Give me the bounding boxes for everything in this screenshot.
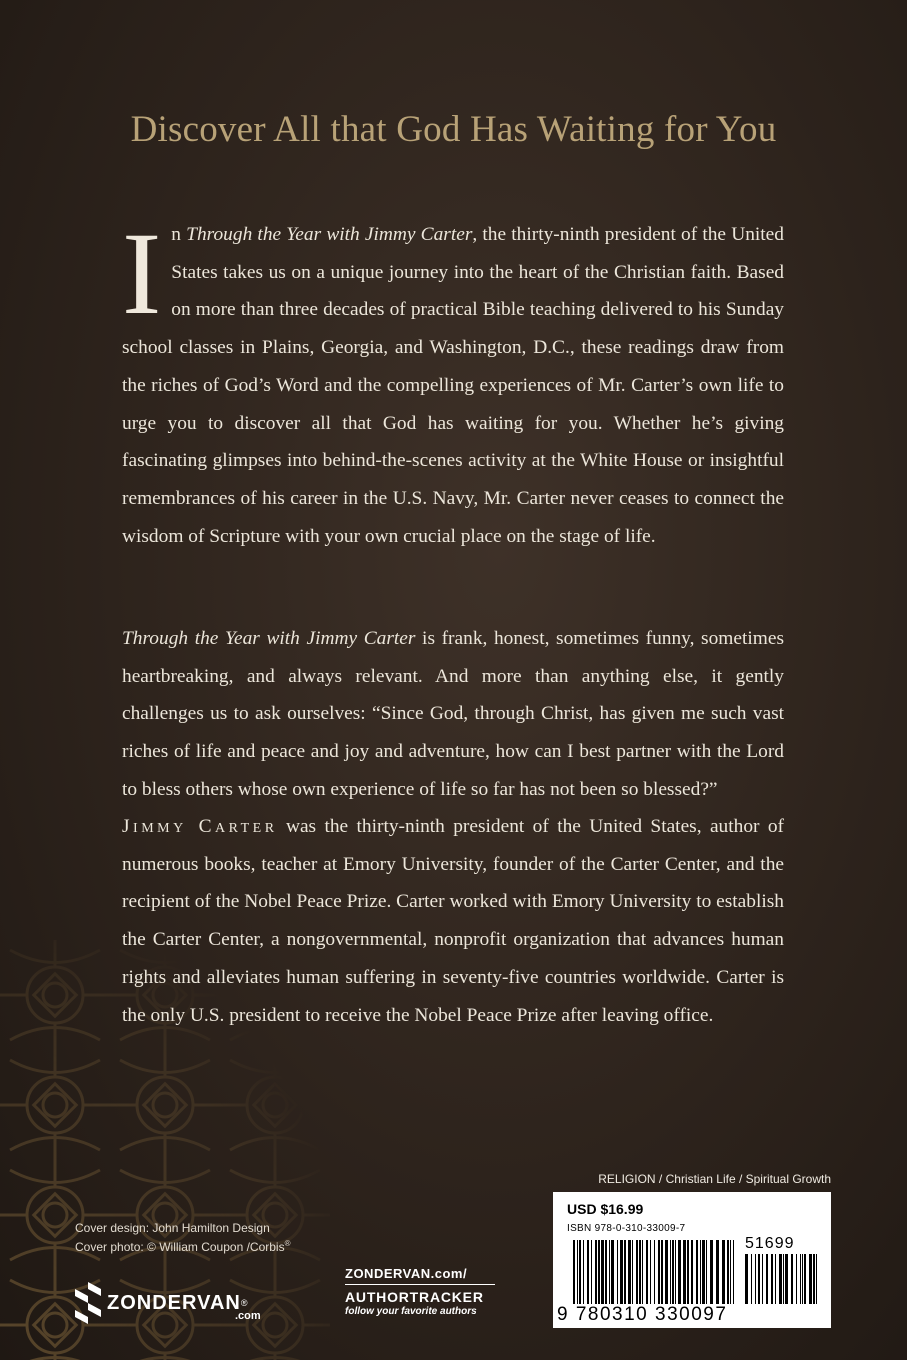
book-title: Through the Year with Jimmy Carter [122,628,416,649]
zondervan-logo [75,1282,261,1324]
publisher-com: .com [235,1310,261,1322]
design-credit: Cover design: John Hamilton Design [75,1221,270,1235]
publisher-site: ZONDERVAN.com/ [345,1266,495,1285]
cover-credits [75,1220,291,1255]
price-addon-code: 51699 [745,1235,795,1252]
summary-paragraph [122,620,784,809]
publisher-name: ZONDERVAN [107,1291,241,1314]
photo-credit: Cover photo: © William Coupon /Corbis [75,1240,285,1254]
authortracker-tagline: follow your favorite authors [345,1306,477,1317]
author-name: Jimmy Carter [122,816,278,837]
paragraph-lead: n [171,224,187,245]
paragraph-text: is frank, honest, sometimes funny, sometimes heartbreaking, and always relevant. And more than anything else, it gently challenges us to ask ourselves: “Since God, through Christ, has given me such vast riches of life and peace and joy and adventure, how can I best partner with the Lord to bless others whose own experience of life so far has not been so blessed?” [122,628,784,800]
ean-number: 9 780310 330097 [557,1304,728,1325]
headline: Discover All that God Has Waiting for You [130,109,777,150]
author-tracker-logo [345,1266,495,1317]
barcode-panel [553,1192,831,1328]
category-label: RELIGION / Christian Life / Spiritual Growth [598,1172,831,1186]
zondervan-mark-icon [75,1282,101,1324]
isbn: ISBN 978-0-310-33009-7 [567,1223,686,1234]
description-paragraph [122,208,784,555]
author-bio-paragraph [122,808,784,1034]
drop-cap: I [122,208,162,339]
paragraph-text: was the thirty-ninth president of the United States, author of numerous books, teacher at Emory University, founder of the Carter Center, and the recipient of the Nobel Peace Prize. Carter worked with Emory University to establish the Carter Center, a nongovernmental, nonprofit organization that advances human rights and alleviates human suffering in seventy-five countries worldwide. Carter is the only U.S. president to receive the Nobel Peace Prize after leaving office. [122,816,785,1026]
book-title: Through the Year with Jimmy Carter [186,224,473,245]
barcode-icon [567,1236,822,1306]
price: USD $16.99 [567,1201,644,1217]
paragraph-text: , the thirty-ninth president of the United States takes us on a unique journey into the heart of the Christian faith. Based on more than three decades of practical Bible teaching delivered to his Sunday school classes in Plains, Georgia, and Washington, D.C., these readings draw from the riches of God’s Word and the compelling experiences of Mr. Carter’s own life to urge you to discover all that God has waiting for you. Whether he’s giving fascinating glimpses into behind-the-scenes activity at the White House or insightful remembrances of his career in the U.S. Navy, Mr. Carter never ceases to connect the wisdom of Scripture with your own crucial place on the stage of life. [122,224,784,547]
authortracker-label: AUTHORTRACKER [345,1289,484,1305]
registered-mark: ® [240,1298,248,1308]
registered-mark: ® [284,1239,291,1248]
